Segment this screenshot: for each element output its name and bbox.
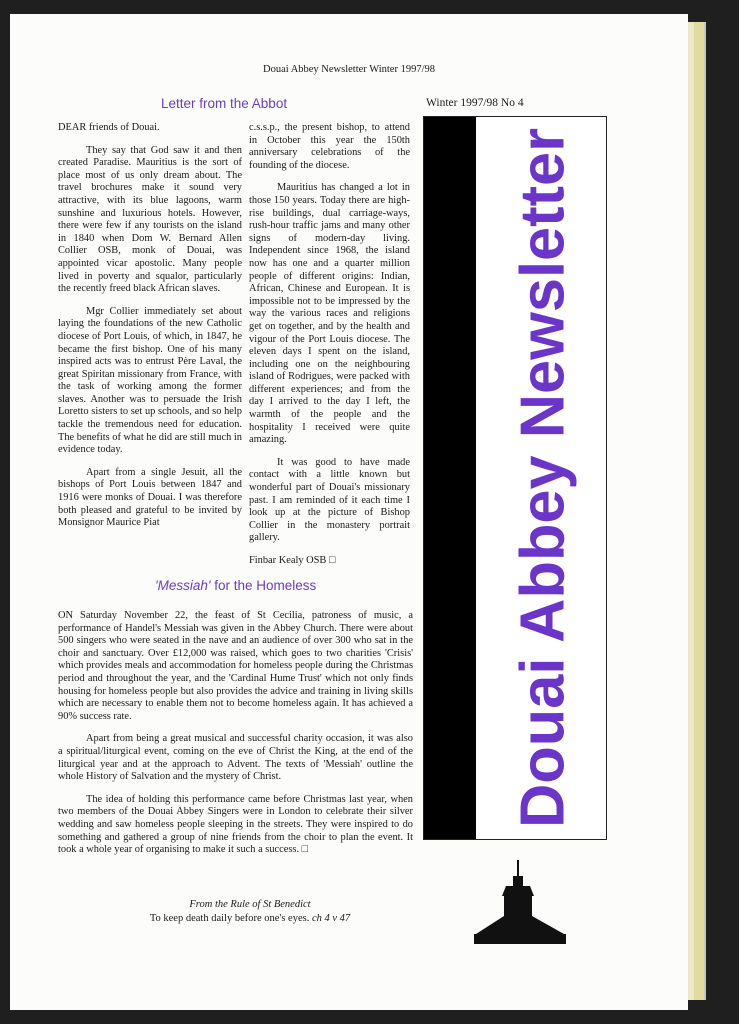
page-edge-yellow (694, 22, 704, 1000)
running-head: Douai Abbey Newsletter Winter 1997/98 (262, 64, 435, 75)
letter-column-1 (58, 122, 242, 540)
issue-label: Winter 1997/98 No 4 (426, 97, 524, 109)
newsletter-page (10, 14, 688, 1010)
rule-quote (70, 898, 430, 926)
quote-text: To keep death daily before one's eyes. (149, 913, 310, 924)
masthead-title: Douai Abbey Newsletter (508, 120, 578, 828)
masthead-banner (423, 116, 607, 840)
messiah-heading-italic: 'Messiah' (155, 578, 211, 593)
signature: Finbar Kealy OSB □ (249, 555, 336, 566)
letter-column-2 (249, 122, 410, 578)
masthead-black-bar (424, 117, 476, 839)
letter-paragraph: It was good to have made contact with a little known but wonderful part of Douai's missionary past. I am reminded of it each time I look up at the picture of Bishop Collier in the monastery portrait gallery. (249, 456, 410, 544)
quote-reference: ch 4 v 47 (311, 913, 351, 924)
messiah-heading (155, 578, 316, 593)
letter-paragraph: Apart from a single Jesuit, all the bishops of Port Louis between 1847 and 1916 were monks of Douai. I was therefore both pleased and grateful to be invited by Monsignor Maurice Piat (58, 466, 242, 529)
messiah-paragraph: Apart from being a great musical and successful charity occasion, it was also a spiritual/liturgical event, coming on the eve of Christ the King, at the end of the liturgical year and at the approach to Advent. The texts of 'Messiah' outline the whole History of Salvation and the mystery of Christ. (58, 733, 413, 783)
page-edge-grey (704, 22, 706, 1000)
abbey-church-icon (472, 860, 568, 950)
letter-paragraph: Mauritius has changed a lot in those 150 years. Today there are high-rise buildings, dual carriage-ways, rush-hour traffic jams and many other signs of modern-day living. Independent since 1968, the island now has one and a quarter million people of different origins: Indian, African, Chinese and European. It is impossible not to be impressed by the way the various races and religions get on together, and by the health and vigour of the Port Louis diocese. The eleven days I spent on the island, including one on the neighbouring island of Rodrigues, were packed with different experiences; and from the day I arrived to the day I left, the warmth of the people and the hospitality I received were quite amazing. (249, 182, 410, 446)
messiah-heading-rest: for the Homeless (210, 578, 317, 593)
letter-paragraph: DEAR friends of Douai. (58, 122, 160, 133)
messiah-paragraph: The idea of holding this performance came before Christmas last year, when two members of the Douai Abbey Singers were in London to celebrate their silver wedding and saw homeless people sleeping in the streets. They were inspired to do something and gathered a group of nine friends from the choir to plan the event. It took a whole year of organising to make it such a success. □ (58, 793, 413, 856)
messiah-article (58, 610, 413, 867)
letter-paragraph: Mgr Collier immediately set about laying the foundations of the new Catholic diocese of Port Louis, of which, in 1847, he became the first bishop. One of his many inspired acts was to entrust Père Laval, the great Spiritan missionary from France, with the task of working among the former slaves. Another was to persuade the Irish Loretto sisters to set up schools, and so help tackle the tremendous need for education. The benefits of what he did are still much in evidence today. (58, 305, 242, 456)
letter-paragraph: c.s.s.p., the present bishop, to attend in October this year the 150th anniversary celebrations of the founding of the diocese. (249, 122, 410, 171)
letter-heading: Letter from the Abbot (161, 96, 288, 111)
quote-title: From the Rule of St Benedict (189, 899, 311, 910)
messiah-paragraph: ON Saturday November 22, the feast of St Cecilia, patroness of music, a performance of Handel's Messiah was given in the Abbey Church. There were about 500 singers who were seated in the nave and an audience of over 300 who sat in the choir and sanctuary. Over £12,000 was raised, which goes to two charities 'Crisis' which provides meals and accommodation for homeless people during the Christmas period and throughout the year, and the 'Cardinal Hume Trust' which not only finds housing for homeless people but also provides the advice and training in living skills which are necessary to enable them not to become homeless again. It has achieved a 90% success rate. (58, 610, 413, 722)
masthead-title-svg (476, 117, 606, 839)
letter-paragraph: They say that God saw it and then created Paradise. Mauritius is the sort of place most of us only dream about. The travel brochures make it sound very attractive, with its blue lagoons, warm sunshine and luxurious hotels. However, there were few if any tourists on the island in 1840 when Dom W. Bernard Allen Collier OSB, monk of Douai, was appointed vicar apostolic. Many people lived in poverty and squalor, particularly the recently freed black African slaves. (58, 144, 242, 295)
